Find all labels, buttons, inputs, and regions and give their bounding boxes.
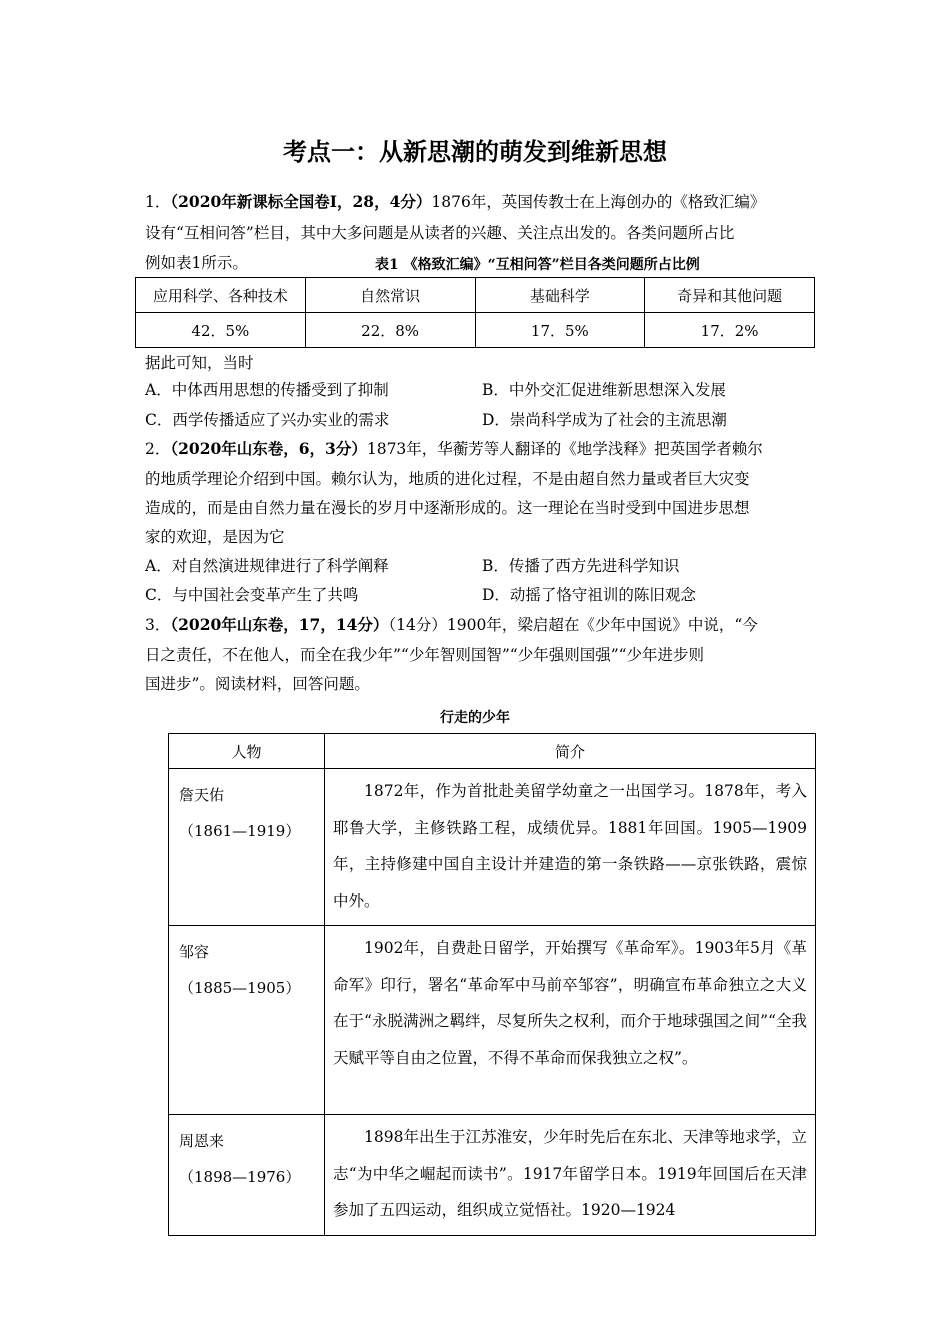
q1-line-3: 例如表1所示。 — [145, 254, 248, 272]
table-cell: 42．5% — [136, 313, 306, 348]
q2-text-1: 1873年，华蘅芳等人翻译的《地学浅释》把英国学者赖尔 — [366, 440, 763, 458]
person-years: （1898—1976） — [179, 1168, 301, 1186]
q2-source: （2020年山东卷，6，3分） — [170, 439, 367, 458]
q1-ratio-table — [135, 277, 815, 348]
table-cell: 17．5% — [475, 313, 645, 348]
q1-option-b[interactable]: B．中外交汇促进维新思想深入发展 — [482, 381, 726, 399]
table-row — [136, 313, 815, 348]
table-header-row — [136, 278, 815, 313]
q3-line-1 — [145, 615, 813, 635]
person-name: 詹天佑 — [179, 786, 225, 804]
q2-line-3: 造成的，而是由自然力量在漫长的岁月中逐渐形成的。这一理论在当时受到中国进步思想 — [145, 499, 750, 517]
q1-text-1: 1876年，英国传教士在上海创办的《格致汇编》 — [431, 193, 766, 211]
person-name: 周恩来 — [179, 1132, 225, 1150]
person-years: （1885—1905） — [179, 979, 301, 997]
q1-stem: 据此可知，当时 — [145, 354, 254, 372]
table-row — [169, 769, 816, 926]
q2-line-1 — [145, 439, 813, 459]
q1-table-caption: 表1 《格致汇编》“互相问答”栏目各类问题所占比例 — [375, 257, 700, 273]
person-cell — [169, 1115, 325, 1236]
q1-line-1 — [145, 192, 813, 212]
q2-line-4: 家的欢迎，是因为它 — [145, 528, 285, 546]
q3-line-3: 国进步”。阅读材料，回答问题。 — [145, 675, 370, 693]
table-header-cell: 奇异和其他问题 — [645, 278, 815, 313]
q1-option-d[interactable]: D．崇尚科学成为了社会的主流思潮 — [482, 411, 727, 429]
q3-text-1: （14分）1900年，梁启超在《少年中国说》中说，“今 — [388, 616, 758, 634]
q3-source: （2020年山东卷，17，14分） — [170, 615, 389, 634]
table-row — [169, 926, 816, 1115]
table-header-row — [169, 734, 816, 769]
q2-line-2: 的地质学理论介绍到中国。赖尔认为，地质的进化过程，不是由超自然力量或者巨大灾变 — [145, 470, 750, 488]
q3-table-caption: 行走的少年 — [440, 710, 510, 726]
q3-line-2: 日之责任，不在他人，而全在我少年”“少年智则国智”“少年强则国强”“少年进步则 — [145, 646, 705, 664]
q3-youth-table — [168, 733, 816, 1236]
person-years: （1861—1919） — [179, 822, 301, 840]
person-cell — [169, 769, 325, 926]
q2-option-b[interactable]: B．传播了西方先进科学知识 — [482, 557, 680, 575]
q1-source: （2020年新课标全国卷Ⅰ，28，4分） — [170, 192, 432, 211]
person-description: 1898年出生于江苏淮安，少年时先后在东北、天津等地求学，立志“为中华之崛起而读书”。1917年留学日本。1919年回国后在天津参加了五四运动，组织成立觉悟社。1920—1924 — [325, 1115, 816, 1236]
table-cell: 17．2% — [645, 313, 815, 348]
q2-option-d[interactable]: D．动摇了恪守祖训的陈旧观念 — [482, 586, 696, 604]
q3-number: 3． — [145, 616, 171, 634]
q2-option-a[interactable]: A．对自然演进规律进行了科学阐释 — [145, 557, 389, 575]
q1-option-a[interactable]: A．中体西用思想的传播受到了抑制 — [145, 381, 389, 399]
table-header-cell: 简介 — [325, 734, 816, 769]
q1-line-2: 设有“互相问答”栏目，其中大多问题是从读者的兴趣、关注点出发的。各类问题所占比 — [145, 224, 735, 242]
person-cell — [169, 926, 325, 1115]
person-description: 1872年，作为首批赴美留学幼童之一出国学习。1878年，考入耶鲁大学，主修铁路工程，成绩优异。1881年回国。1905—1909年，主持修建中国自主设计并建造的第一条铁路——京张铁路，震惊中外。 — [325, 769, 816, 926]
q1-option-c[interactable]: C．西学传播适应了兴办实业的需求 — [145, 411, 390, 429]
q1-number: 1． — [145, 193, 171, 211]
table-row — [169, 1115, 816, 1236]
person-name: 邹容 — [179, 943, 210, 961]
table-header-cell: 人物 — [169, 734, 325, 769]
table-header-cell: 基础科学 — [475, 278, 645, 313]
person-description: 1902年，自费赴日留学，开始撰写《革命军》。1903年5月《革命军》印行，署名“革命军中马前卒邹容”，明确宣布革命独立之大义在于“永脱满洲之羁绊，尽复所失之权利，而介于地球强国之间”“全我天赋平等自由之位置，不得不革命而保我独立之权”。 — [325, 926, 816, 1115]
page-title: 考点一：从新思潮的萌发到维新思想 — [283, 138, 667, 166]
q2-option-c[interactable]: C．与中国社会变革产生了共鸣 — [145, 586, 359, 604]
table-header-cell: 应用科学、各种技术 — [136, 278, 306, 313]
table-header-cell: 自然常识 — [305, 278, 475, 313]
table-cell: 22．8% — [305, 313, 475, 348]
q2-number: 2． — [145, 440, 171, 458]
